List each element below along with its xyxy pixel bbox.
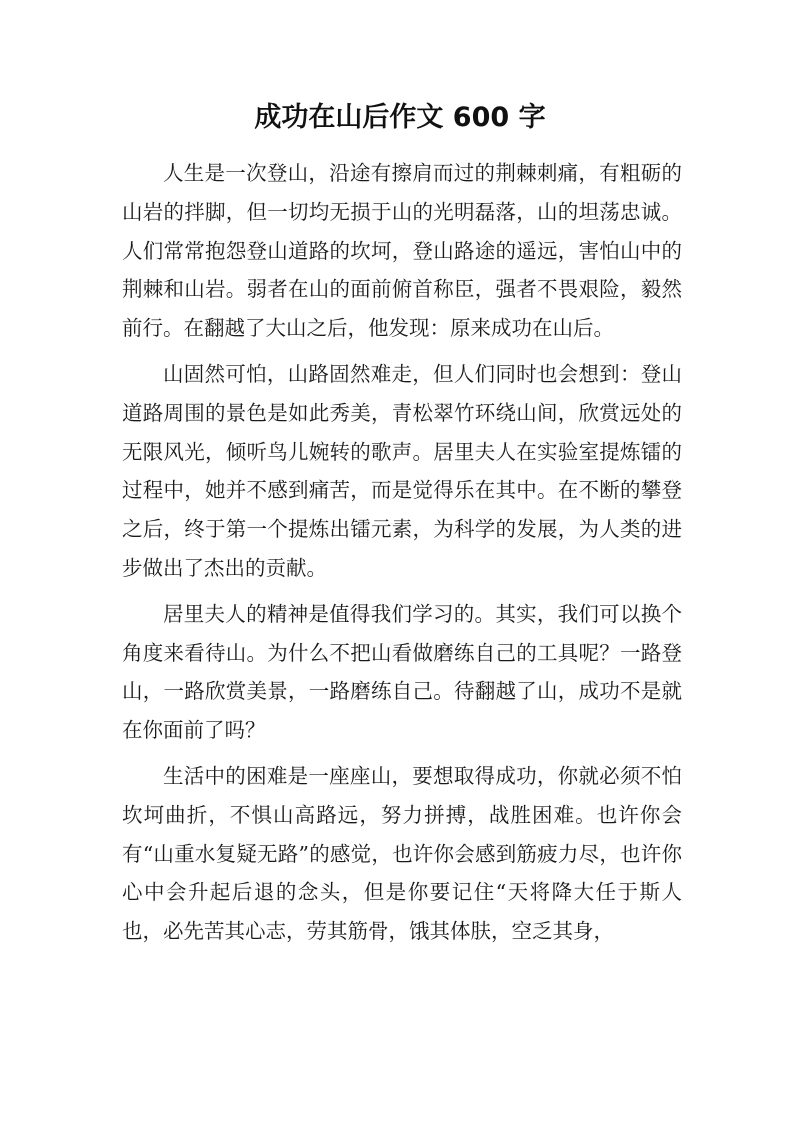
paragraph-3: 居里夫人的精神是值得我们学习的。其实，我们可以换个角度来看待山。为什么不把山看做磨练自己的工具呢？一路登山，一路欣赏美景，一路磨练自己。待翻越了山，成功不是就在你面前了吗？ <box>122 601 682 743</box>
paragraph-2: 山固然可怕，山路固然难走，但人们同时也会想到：登山道路周围的景色是如此秀美，青松翠竹环绕山间，欣赏远处的无限风光，倾听鸟儿婉转的歌声。居里夫人在实验室提炼镭的过程中，她并不感到痛苦，而是觉得乐在其中。在不断的攀登之后，终于第一个提炼出镭元素，为科学的发展，为人类的进步做出了杰出的贡献。 <box>122 361 682 580</box>
document-title: 成功在山后作文 600 字 <box>254 102 546 133</box>
paragraph-1: 人生是一次登山，沿途有擦肩而过的荆棘刺痛，有粗砺的山岩的拌脚，但一切均无损于山的光明磊落，山的坦荡忠诚。人们常常抱怨登山道路的坎坷，登山路途的遥远，害怕山中的荆棘和山岩。弱者在山的面前俯首称臣，强者不畏艰险，毅然前行。在翻越了大山之后，他发现：原来成功在山后。 <box>122 161 682 341</box>
paragraph-4: 生活中的困难是一座座山，要想取得成功，你就必须不怕坎坷曲折，不惧山高路远，努力拼搏，战胜困难。也许你会有“山重水复疑无路”的感觉，也许你会感到筋疲力尽，也许你心中会升起后退的念头，但是你要记住“天将降大任于斯人也，必先苦其心志，劳其筋骨，饿其体肤，空乏其身， <box>122 763 682 944</box>
document-body <box>122 154 682 958</box>
